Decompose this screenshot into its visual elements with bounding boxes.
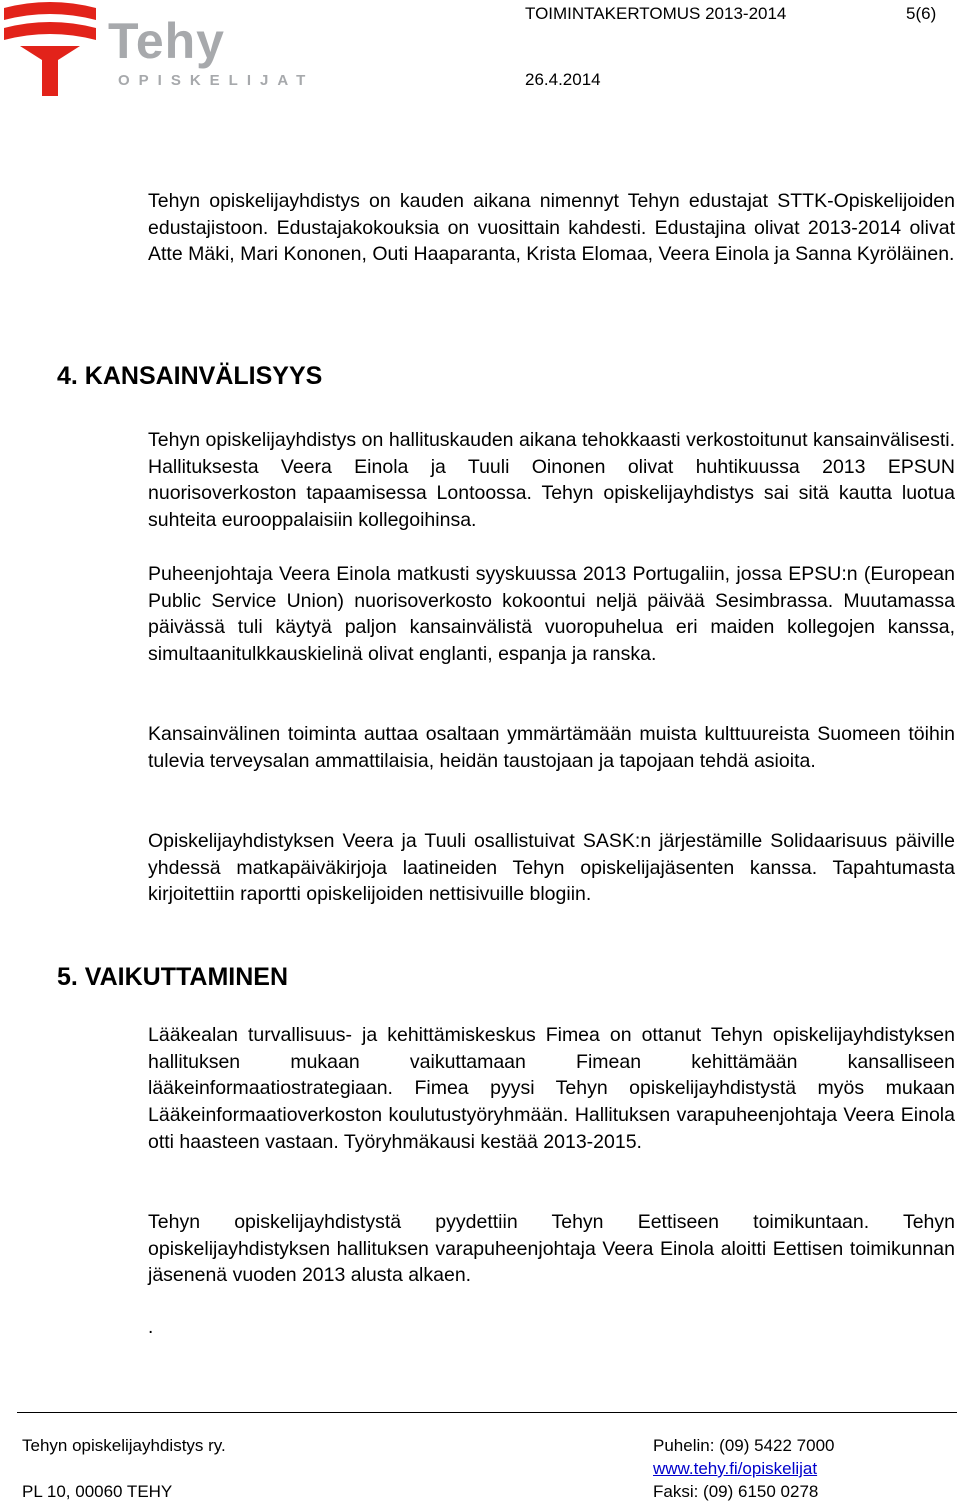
section-5-heading: 5. VAIKUTTAMINEN [57,963,289,991]
section-5-paragraph-1: Lääkealan turvallisuus- ja kehittämiskeskus Fimea on ottanut Tehyn opiskelijayhdistyksen hallituksen mukaan vaikuttamaan Fimean kehittämään kansalliseen lääkeinformaatiostrategiaan. Fimea pyysi Tehyn opiskelijayhdistystä myös mukaan Lääkeinformaatioverkoston koulutustyöryhmään. Hallituksen varapuheenjohtaja Veera Einola otti haasteen vastaan. Työryhmäkausi kestää 2013-2015. [148,1024,955,1153]
footer-website-link[interactable]: www.tehy.fi/opiskelijat [653,1459,818,1478]
section-5-paragraph-2: Tehyn opiskelijayhdistystä pyydettiin Tehyn Eettiseen toimikuntaan. Tehyn opiskelijayhdistyksen hallituksen varapuheenjohtaja Veera Einola aloitti Eettisen toimikunnan jäsenenä vuoden 2013 alusta alkaen. [148,1211,955,1287]
section-4-paragraph-2: Puheenjohtaja Veera Einola matkusti syyskuussa 2013 Portugaliin, jossa EPSU:n (European Public Service Union) nuorisoverkosto kokoontui neljä päivää Sesimbrassa. Muutamassa päivässä tuli käytyä paljon kansainvälistä vuoropuhelua eri maiden kollegojen kanssa, simultaanitulkkauskielinä olivat englanti, espanja ja ranska. [148,563,955,666]
section-4-heading: 4. KANSAINVÄLISYYS [57,362,323,390]
tehy-logo [0,0,315,100]
section-4-paragraph-4: Opiskelijayhdistyksen Veera ja Tuuli osallistuivat SASK:n järjestämille Solidaarisuus päiville yhdessä matkapäiväkirjoja laatineiden Tehyn opiskelijajäsenten kanssa. Tapahtumasta kirjoitettiin raportti opiskelijoiden nettisivuille blogiin. [148,830,955,906]
footer-address: PL 10, 00060 TEHY [22,1482,173,1501]
footer-divider [17,1412,957,1413]
document-date: 26.4.2014 [525,70,601,89]
footer-org-name: Tehyn opiskelijayhdistys ry. [22,1436,226,1455]
page-number: 5(6) [906,4,937,23]
logo-subtitle: OPISKELIJAT [118,72,315,89]
intro-paragraph: Tehyn opiskelijayhdistys on kauden aikana nimennyt Tehyn edustajat STTK-Opiskelijoiden edustajistoon. Edustajakokouksia on vuosittain kahdesti. Edustajina olivat 2013-2014 olivat Atte Mäki, Mari Kononen, Outi Haaparanta, Krista Elomaa, Veera Einola ja Sanna Kyröläinen. [148,190,955,266]
footer-phone: Puhelin: (09) 5422 7000 [653,1436,835,1455]
section-4-paragraph-3: Kansainvälinen toiminta auttaa osaltaan ymmärtämään muista kulttuureista Suomeen töihin tulevia terveysalan ammattilaisia, heidän taustojaan ja tapojaan tehdä asioita. [148,723,955,772]
trailing-mark: . [148,1317,154,1338]
tehy-emblem-icon [0,0,100,100]
logo-wordmark: Tehy [108,13,225,69]
document-title: TOIMINTAKERTOMUS 2013-2014 [525,4,787,23]
section-4-paragraph-1: Tehyn opiskelijayhdistys on hallituskauden aikana tehokkaasti verkostoitunut kansainvälisesti. Hallituksesta Veera Einola ja Tuuli Oinonen olivat huhtikuussa 2013 EPSUN nuorisoverkoston tapaamisessa Lontoossa. Tehyn opiskelijayhdistys sai sitä kautta luotua suhteita eurooppalaisiin kollegoihinsa. [148,429,955,532]
footer-fax: Faksi: (09) 6150 0278 [653,1482,819,1501]
